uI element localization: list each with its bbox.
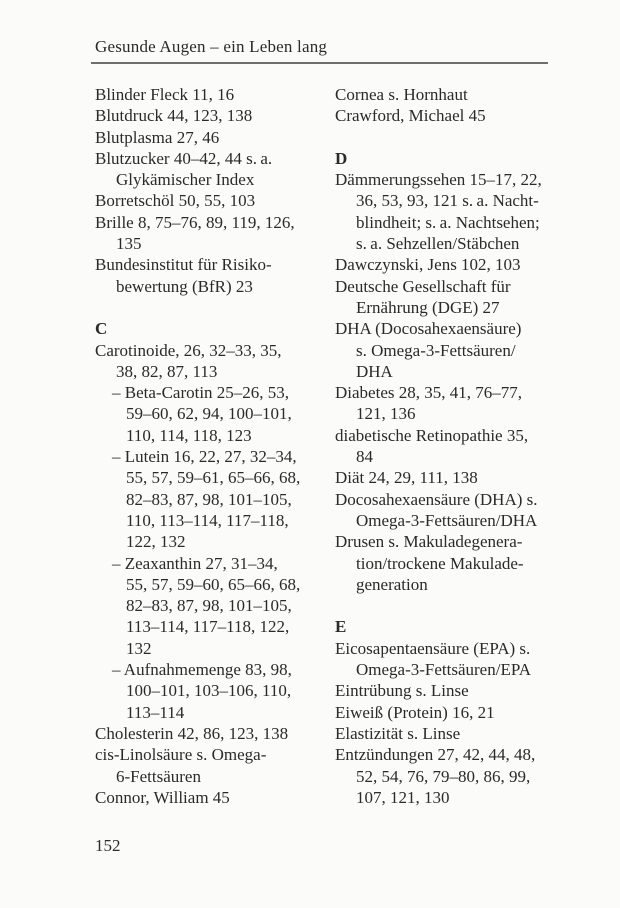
- index-entry-line: Omega-3-Fettsäuren/DHA: [356, 510, 538, 530]
- index-entry-line: Deutsche Gesellschaft für: [335, 276, 511, 296]
- index-entry-line: Borretschöl 50, 55, 103: [95, 191, 256, 211]
- index-entry-line: 100–101, 103–106, 110,: [126, 681, 292, 701]
- index-entry-line: Glykämischer Index: [116, 170, 255, 190]
- index-entry-line: Eiweiß (Protein) 16, 21: [335, 702, 495, 722]
- index-entry-line: Elastizität s. Linse: [335, 723, 461, 743]
- header-rule: [91, 62, 548, 64]
- index-entry-line: Blutzucker 40–42, 44 s. a.: [95, 148, 273, 168]
- index-entry-line: – Lutein 16, 22, 27, 32–34,: [112, 447, 297, 467]
- index-entry-line: Dämmerungssehen 15–17, 22,: [335, 170, 542, 190]
- index-entry-line: 113–114, 117–118, 122,: [126, 617, 290, 637]
- index-entry-line: Bundesinstitut für Risiko-: [95, 255, 272, 275]
- index-entry-line: cis-Linolsäure s. Omega-: [95, 745, 267, 765]
- index-entry-line: Blutplasma 27, 46: [95, 127, 220, 147]
- index-entry-line: s. a. Sehzellen/Stäbchen: [356, 234, 520, 254]
- page-number: 152: [95, 836, 121, 855]
- index-entry-line: Dawczynski, Jens 102, 103: [335, 255, 521, 275]
- running-header: [91, 37, 548, 64]
- index-entry-line: 84: [356, 447, 373, 467]
- index-entry-line: s. Omega-3-Fettsäuren/: [356, 340, 516, 360]
- index-entry-line: 110, 113–114, 117–118,: [126, 510, 289, 530]
- blank-line: [335, 595, 577, 616]
- index-entry-line: 135: [116, 234, 142, 254]
- index-entry-line: 36, 53, 93, 121 s. a. Nacht-: [356, 191, 539, 211]
- section-letter-heading: E: [335, 617, 347, 637]
- index-entry-line: tion/trockene Makulade-: [356, 553, 524, 573]
- index-entry-line: Blutdruck 44, 123, 138: [95, 106, 253, 126]
- index-column-right: [335, 84, 577, 808]
- index-entry-line: Brille 8, 75–76, 89, 119, 126,: [95, 212, 295, 232]
- blank-line: [95, 297, 337, 318]
- index-entry-line: blindheit; s. a. Nachtsehen;: [356, 212, 540, 232]
- index-entry-line: Connor, William 45: [95, 787, 230, 807]
- index-entry-line: Ernährung (DGE) 27: [356, 297, 500, 317]
- index-entry-line: 59–60, 62, 94, 100–101,: [126, 404, 292, 424]
- index-entry-line: Eintrübung s. Linse: [335, 681, 469, 701]
- index-entry-line: 110, 114, 118, 123: [126, 425, 252, 445]
- index-entry-line: Omega-3-Fettsäuren/EPA: [356, 660, 532, 680]
- section-letter-heading: C: [95, 319, 108, 339]
- index-entry-line: 107, 121, 130: [356, 787, 450, 807]
- running-header-title: Gesunde Augen – ein Leben lang: [95, 37, 328, 56]
- section-letter-heading: D: [335, 148, 348, 168]
- index-entry-line: – Aufnahmemenge 83, 98,: [112, 660, 292, 680]
- index-entry-line: Cornea s. Hornhaut: [335, 85, 468, 104]
- index-entry-line: 6-Fettsäuren: [116, 766, 201, 786]
- index-entry-line: DHA (Docosahexaensäure): [335, 319, 522, 339]
- index-entry-line: – Beta-Carotin 25–26, 53,: [112, 383, 290, 403]
- index-entry-line: Carotinoide, 26, 32–33, 35,: [95, 340, 282, 360]
- index-entry-line: Diabetes 28, 35, 41, 76–77,: [335, 383, 522, 403]
- index-entry-line: 82–83, 87, 98, 101–105,: [126, 489, 292, 509]
- index-entry-line: diabetische Retinopathie 35,: [335, 425, 529, 445]
- index-entry-line: Diät 24, 29, 111, 138: [335, 468, 478, 488]
- blank-line: [335, 127, 577, 148]
- index-entry-line: 113–114: [126, 702, 185, 722]
- index-entry-line: Entzündungen 27, 42, 44, 48,: [335, 745, 536, 765]
- index-entry-line: – Zeaxanthin 27, 31–34,: [112, 553, 278, 573]
- index-entry-line: 132: [126, 638, 152, 658]
- index-entry-line: Cholesterin 42, 86, 123, 138: [95, 723, 289, 743]
- index-entry-line: Crawford, Michael 45: [335, 106, 486, 126]
- index-entry-line: 55, 57, 59–61, 65–66, 68,: [126, 468, 301, 488]
- index-column-left: [95, 84, 337, 808]
- index-entry-line: bewertung (BfR) 23: [116, 276, 253, 296]
- index-entry-line: 82–83, 87, 98, 101–105,: [126, 596, 292, 616]
- index-entry-line: Drusen s. Makuladegenera-: [335, 532, 523, 552]
- index-entry-line: 52, 54, 76, 79–80, 86, 99,: [356, 766, 531, 786]
- index-entry-line: Docosahexaensäure (DHA) s.: [335, 489, 538, 509]
- index-entry-line: Eicosapentaensäure (EPA) s.: [335, 638, 531, 658]
- index-entry-line: 38, 82, 87, 113: [116, 361, 218, 381]
- index-entry-line: 55, 57, 59–60, 65–66, 68,: [126, 574, 301, 594]
- index-entry-line: 121, 136: [356, 404, 416, 424]
- index-entry-line: Blinder Fleck 11, 16: [95, 85, 235, 104]
- index-entry-line: DHA: [356, 361, 393, 381]
- index-entry-line: 122, 132: [126, 532, 186, 552]
- index-entry-line: generation: [356, 574, 428, 594]
